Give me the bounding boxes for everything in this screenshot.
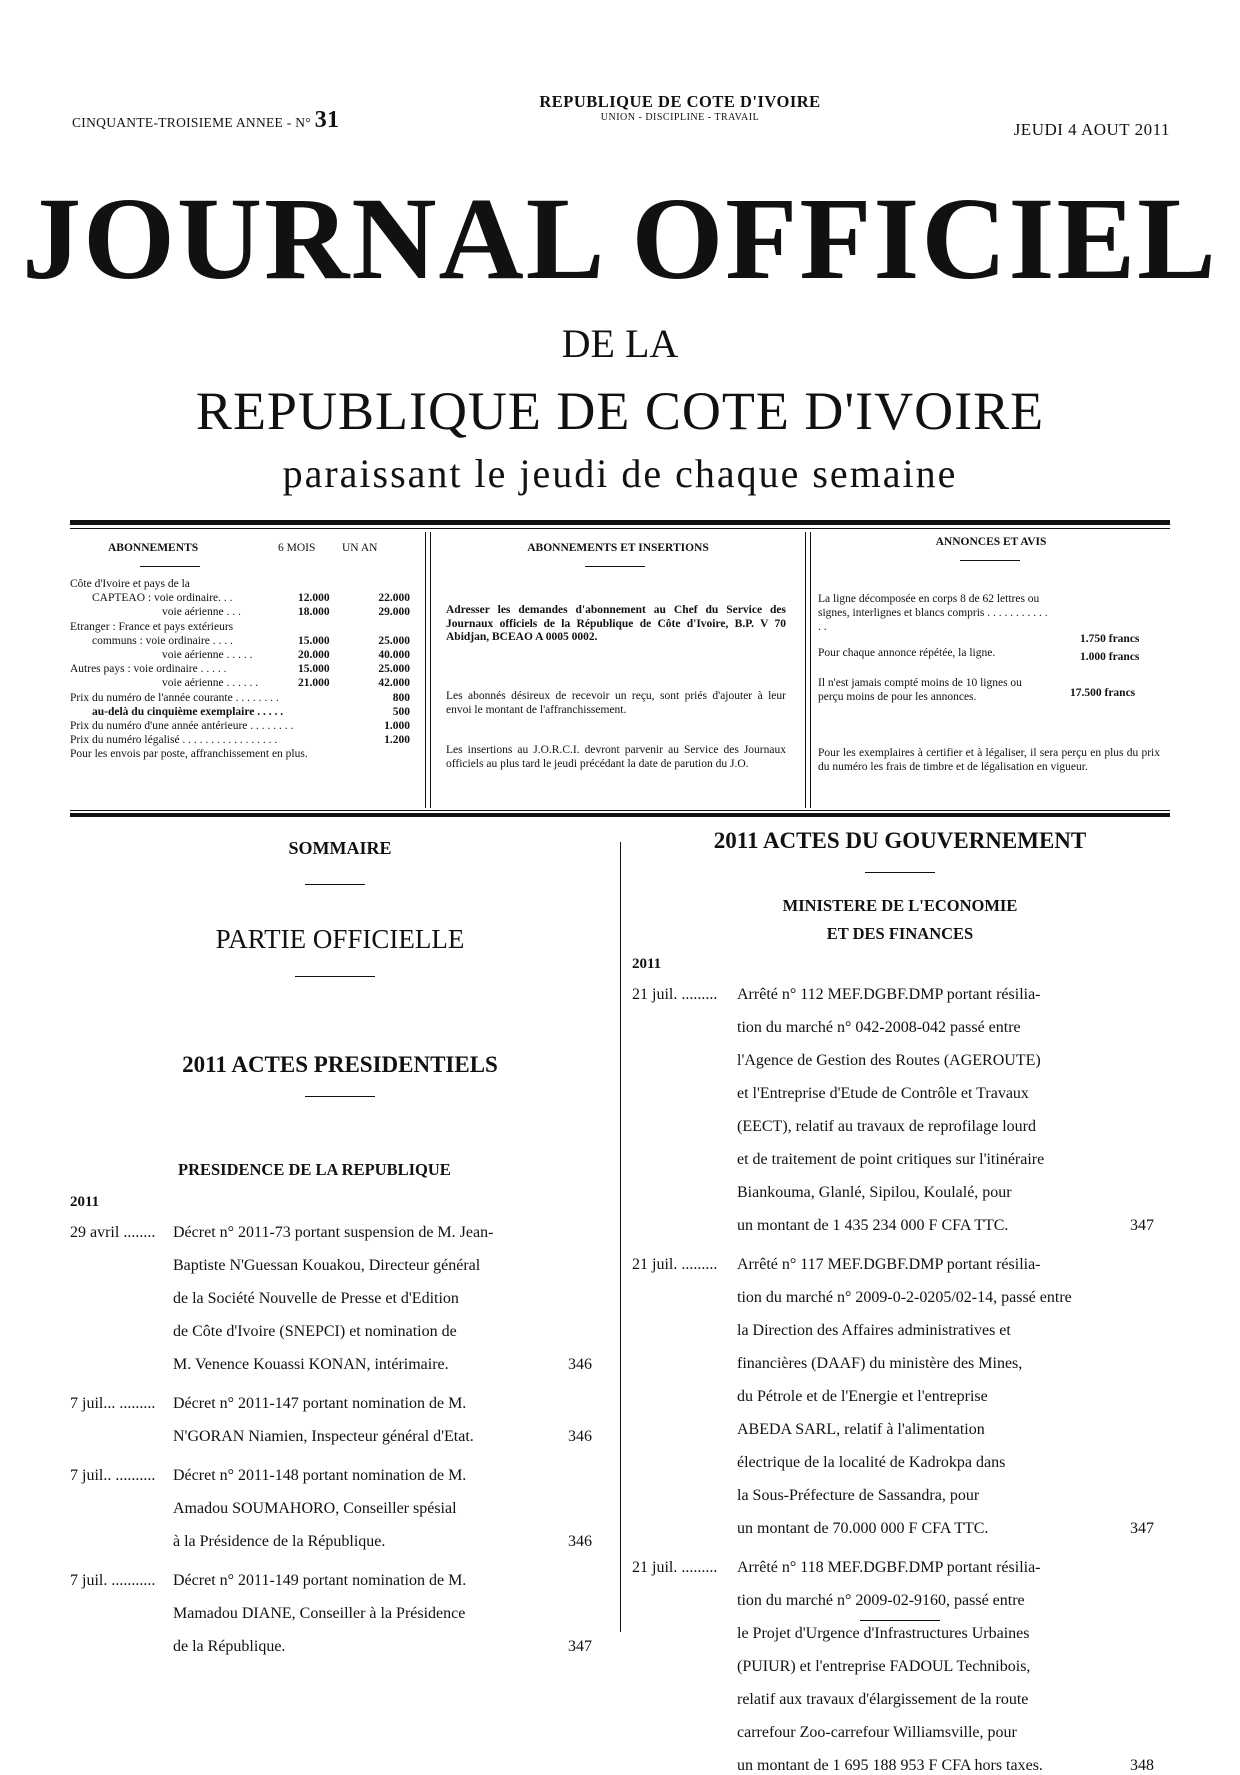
- abonnements-title: ABONNEMENTS: [108, 542, 199, 554]
- entry-line: (EECT), relatif au travaux de reprofilage lourd: [737, 1118, 1036, 1135]
- top-rule-thin: [70, 528, 1170, 529]
- entry-line: et de traitement de point critiques sur l'itinéraire: [737, 1151, 1045, 1168]
- entry-line: Amadou SOUMAHORO, Conseiller spésial: [173, 1500, 457, 1517]
- entry-date: 21 juil. .........: [632, 1559, 718, 1576]
- abonnement-label: Autres pays : voie ordinaire . . . . .: [70, 663, 227, 676]
- entry-line: carrefour Zoo-carrefour Williamsville, pour: [737, 1724, 1017, 1741]
- abonnement-unan-value: 1.200: [384, 734, 410, 747]
- entry-line: Arrêté n° 112 MEF.DGBF.DMP portant résilia-: [737, 986, 1041, 1003]
- abonnement-row: [70, 677, 420, 691]
- abonnement-6mois-value: 15.000: [298, 634, 330, 647]
- abonnement-row: [70, 578, 420, 592]
- entry-page-number: 347: [1130, 1520, 1154, 1537]
- insertions-title: ABONNEMENTS ET INSERTIONS: [527, 542, 709, 554]
- abonnement-label: voie aérienne . . . . .: [162, 648, 253, 661]
- abonnement-unan-value: 800: [392, 691, 410, 704]
- entry-line: relatif aux travaux d'élargissement de la route: [737, 1691, 1029, 1708]
- entry-line: la Direction des Affaires administratives et: [737, 1322, 1011, 1339]
- country-title: REPUBLIQUE DE COTE D'IVOIRE: [195, 381, 1045, 441]
- annonces-underline: [960, 560, 1020, 561]
- entry-line: tion du marché n° 2009-02-9160, passé entre: [737, 1592, 1025, 1609]
- annonces-line2: Pour chaque annonce répétée, la ligne.: [818, 647, 996, 659]
- abonnement-row: [70, 592, 420, 606]
- entry-page-number: 347: [1130, 1217, 1154, 1234]
- box-divider-1: [425, 532, 426, 808]
- entry-page-number: 347: [568, 1638, 592, 1655]
- abonnement-label: Prix du numéro de l'année courante . . . . . . . .: [70, 691, 279, 704]
- sommaire-heading: SOMMAIRE: [288, 838, 392, 858]
- entry-line: un montant de 70.000 000 F CFA TTC.: [737, 1520, 989, 1537]
- entry-line: l'Agence de Gestion des Routes (AGEROUTE): [737, 1052, 1041, 1069]
- box-divider-1b: [430, 532, 431, 808]
- entry-line: N'GORAN Niamien, Inspecteur général d'Etat.: [173, 1428, 474, 1445]
- abonnement-label: voie aérienne . . .: [162, 606, 241, 619]
- entry-line: Arrêté n° 118 MEF.DGBF.DMP portant résilia-: [737, 1559, 1041, 1576]
- abonnement-label: Pour les envois par poste, affranchissement en plus.: [70, 748, 308, 761]
- entry-page-number: 346: [568, 1428, 592, 1445]
- entry-line: le Projet d'Urgence d'Infrastructures Urbaines: [737, 1625, 1030, 1642]
- journal-title: JOURNAL OFFICIEL: [22, 173, 1218, 304]
- abonnement-row: [70, 606, 420, 620]
- entry-line: tion du marché n° 042-2008-042 passé entre: [737, 1019, 1021, 1036]
- col-6mois: 6 MOIS: [278, 542, 316, 554]
- sommaire-rule: [305, 884, 365, 885]
- tagline: paraissant le jeudi de chaque semaine: [282, 451, 958, 496]
- republic-header: [480, 92, 880, 123]
- abonnement-row: [70, 649, 420, 663]
- entry-date: 7 juil.. ..........: [70, 1467, 156, 1484]
- actes-gouvernement: 2011 ACTES DU GOUVERNEMENT: [713, 828, 1087, 853]
- annonces-price2: 1.000 francs: [1080, 651, 1140, 663]
- abonnement-label: au-delà du cinquième exemplaire . . . . .: [92, 705, 284, 718]
- abonnement-unan-value: 22.000: [378, 592, 410, 605]
- issue-date: JEUDI 4 AOUT 2011: [1013, 120, 1170, 139]
- bottom-rule: [70, 813, 1170, 817]
- insertions-p3: Les insertions au J.O.R.C.I. devront parvenir au Service des Journaux officiels au plus tard le jeudi précédant la date de parution du J.O.: [446, 744, 786, 770]
- year-issue-text: CINQUANTE-TROISIEME ANNEE - N°: [72, 115, 311, 130]
- end-rule: [860, 1620, 940, 1621]
- presidence-heading: PRESIDENCE DE LA REPUBLIQUE: [178, 1160, 451, 1179]
- entry-line: un montant de 1 695 188 953 F CFA hors taxes.: [737, 1757, 1043, 1774]
- abonnement-6mois-value: 15.000: [298, 663, 330, 676]
- entry-line: Baptiste N'Guessan Kouakou, Directeur général: [173, 1257, 481, 1274]
- issue-number: 31: [314, 107, 340, 133]
- entry-line: à la Présidence de la République.: [173, 1533, 386, 1550]
- entry-line: électrique de la localité de Kadrokpa dans: [737, 1454, 1006, 1471]
- de-la-text: DE LA: [561, 321, 679, 366]
- abonnement-row: [70, 706, 420, 720]
- entry-line: Biankouma, Glanlé, Sipilou, Koulalé, pour: [737, 1184, 1012, 1201]
- abonnement-unan-value: 42.000: [378, 677, 410, 690]
- entry-line: tion du marché n° 2009-0-2-0205/02-14, passé entre: [737, 1289, 1072, 1306]
- right-year: 2011: [632, 956, 662, 972]
- abonnement-6mois-value: 21.000: [298, 677, 330, 690]
- entry-page-number: 348: [1130, 1757, 1154, 1774]
- annonces-price1: 1.750 francs: [1080, 633, 1140, 645]
- motto: UNION - DISCIPLINE - TRAVAIL: [600, 112, 760, 123]
- box-divider-2b: [810, 532, 811, 808]
- abonnement-label: communs : voie ordinaire . . . .: [92, 634, 233, 647]
- partie-rule: [295, 976, 375, 977]
- col-unan: UN AN: [342, 542, 378, 554]
- abonnement-row: [70, 748, 420, 762]
- abonnement-row: [70, 663, 420, 677]
- ministere-line2: ET DES FINANCES: [826, 924, 974, 943]
- abonnement-unan-value: 1.000: [384, 719, 410, 732]
- entry-line: de la République.: [173, 1638, 286, 1655]
- abonnements-table: [70, 578, 420, 762]
- entry-line: Décret n° 2011-147 portant nomination de M.: [173, 1395, 467, 1412]
- insertions-underline: [585, 566, 645, 567]
- entry-date: 7 juil... .........: [70, 1395, 156, 1412]
- abonnement-label: voie aérienne . . . . . .: [162, 677, 259, 690]
- annonces-price3: 17.500 francs: [1070, 687, 1136, 699]
- abonnement-label: Prix du numéro légalisé . . . . . . . . . . . . . . . . .: [70, 734, 278, 747]
- insertions-p1: Adresser les demandes d'abonnement au Chef du Service des Journaux officiels de la République de Côte d'Ivoire, B.P. V 70 Abidjan, BCEAO A 0005 0002.: [446, 604, 786, 643]
- ministere-line1: MINISTERE DE L'ECONOMIE: [782, 896, 1018, 915]
- entry-line: Décret n° 2011-149 portant nomination de M.: [173, 1572, 467, 1589]
- entry-line: Décret n° 2011-73 portant suspension de M. Jean-: [173, 1224, 494, 1241]
- entry-line: financières (DAAF) du ministère des Mines,: [737, 1355, 1023, 1372]
- annonces-line4: Pour les exemplaires à certifier et à légaliser, il sera perçu en plus du prix du numéro les frais de timbre et de légalisation en vigueur.: [818, 747, 1160, 773]
- abonnement-unan-value: 25.000: [378, 634, 410, 647]
- entry-date: 29 avril ........: [70, 1224, 156, 1241]
- abonnement-row: [70, 635, 420, 649]
- entry-line: la Sous-Préfecture de Sassandra, pour: [737, 1487, 980, 1504]
- abonnement-row: [70, 734, 420, 748]
- republic-name: REPUBLIQUE DE COTE D'IVOIRE: [539, 92, 821, 111]
- entry-line: M. Venence Kouassi KONAN, intérimaire.: [173, 1356, 449, 1373]
- entry-line: ABEDA SARL, relatif à l'alimentation: [737, 1421, 985, 1438]
- abonnement-row: [70, 621, 420, 635]
- entry-page-number: 346: [568, 1533, 592, 1550]
- abonnement-row: [70, 692, 420, 706]
- entry-line: et l'Entreprise d'Etude de Contrôle et Travaux: [737, 1085, 1029, 1102]
- entry-date: 7 juil. ...........: [70, 1572, 156, 1589]
- top-rule: [70, 520, 1170, 525]
- annonces-title: ANNONCES ET AVIS: [935, 536, 1047, 548]
- abonnement-6mois-value: 20.000: [298, 648, 330, 661]
- abonnement-unan-value: 29.000: [378, 606, 410, 619]
- abonnement-unan-value: 40.000: [378, 648, 410, 661]
- partie-officielle: PARTIE OFFICIELLE: [215, 924, 465, 954]
- abonnement-label: Côte d'Ivoire et pays de la: [70, 578, 190, 590]
- entry-line: Arrêté n° 117 MEF.DGBF.DMP portant résilia-: [737, 1256, 1041, 1273]
- entry-date: 21 juil. .........: [632, 1256, 718, 1273]
- abonnement-6mois-value: 12.000: [298, 592, 330, 605]
- abonnement-unan-value: 500: [392, 705, 410, 718]
- entry-line: un montant de 1 435 234 000 F CFA TTC.: [737, 1217, 1009, 1234]
- entry-line: du Pétrole et de l'Energie et l'entreprise: [737, 1388, 988, 1405]
- abonnement-6mois-value: 18.000: [298, 606, 330, 619]
- abonnement-label: CAPTEAO : voie ordinaire. . .: [92, 592, 233, 605]
- box-divider-2: [805, 532, 806, 808]
- abonnement-label: Prix du numéro d'une année antérieure . . . . . . . .: [70, 719, 294, 732]
- entry-line: de la Société Nouvelle de Presse et d'Edition: [173, 1290, 459, 1307]
- left-year: 2011: [70, 1194, 100, 1210]
- entry-line: Mamadou DIANE, Conseiller à la Présidence: [173, 1605, 466, 1622]
- entry-date: 21 juil. .........: [632, 986, 718, 1003]
- entry-line: de Côte d'Ivoire (SNEPCI) et nomination de: [173, 1323, 457, 1340]
- entry-line: (PUIUR) et l'entreprise FADOUL Technibois,: [737, 1658, 1031, 1675]
- abonnement-label: Etranger : France et pays extérieurs: [70, 620, 234, 633]
- annonces-line1: La ligne décomposée en corps 8 de 62 lettres ou signes, interlignes et blancs compris . . . . . . . . . . . . .: [818, 593, 1048, 633]
- abonnement-row: [70, 720, 420, 734]
- annonces-line3: Il n'est jamais compté moins de 10 lignes ou perçu moins de pour les annonces.: [818, 677, 1022, 703]
- issue-label: [72, 107, 339, 134]
- actes-rule: [305, 1096, 375, 1097]
- entry-page-number: 346: [568, 1356, 592, 1373]
- abonnement-unan-value: 25.000: [378, 663, 410, 676]
- bottom-rule-thin: [70, 810, 1170, 811]
- insertions-p2: Les abonnés désireux de recevoir un reçu, sont priés d'ajouter à leur envoi le montant de l'affranchissement.: [446, 690, 786, 716]
- column-divider: [620, 842, 621, 1632]
- actes-presidentiels: 2011 ACTES PRESIDENTIELS: [182, 1052, 498, 1077]
- entry-line: Décret n° 2011-148 portant nomination de M.: [173, 1467, 467, 1484]
- abonnements-underline: [140, 566, 200, 567]
- gouv-rule: [865, 872, 935, 873]
